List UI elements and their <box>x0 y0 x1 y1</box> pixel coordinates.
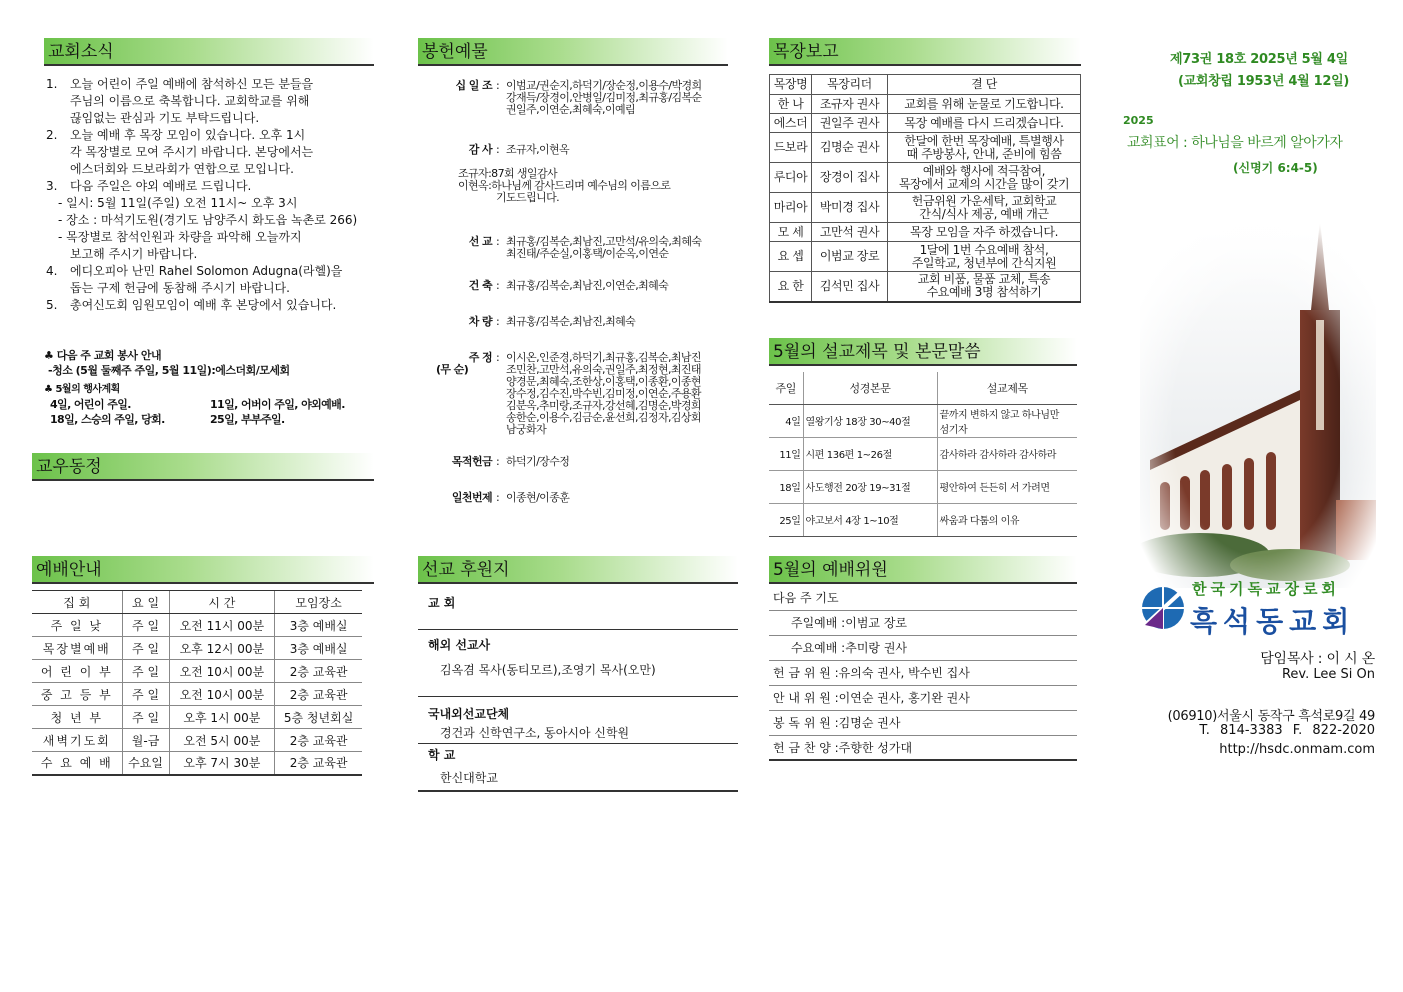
mokjang-name: 루디아 <box>770 163 812 193</box>
mokjang-resolution <box>888 272 1081 302</box>
sermon-passage: 시편 136편 1~26절 <box>803 437 937 470</box>
sermon-week: 18일 <box>769 470 803 503</box>
offering-row <box>418 316 728 328</box>
staff-value: 이연순 권사, 홍기완 권사 <box>838 691 970 705</box>
event-cell: 25일, 부부주일. <box>210 413 285 426</box>
staff-value: 김명순 권사 <box>838 716 901 730</box>
news-item <box>46 297 374 314</box>
news-line <box>46 195 374 212</box>
website-link[interactable]: http://hsdc.onmam.com <box>1219 742 1375 757</box>
worship-cell: 2층 교육관 <box>275 729 362 752</box>
mokjang-resolution-line: 예배와 행사에 적극참여, <box>922 163 1046 178</box>
mokjang-name: 드보라 <box>770 133 812 163</box>
offering-line: 김분옥,추미랑,조규자,강선혜,김명순,박경희 <box>506 399 701 412</box>
table-row <box>769 404 1077 437</box>
mokjang-leader: 조규자 권사 <box>812 95 888 114</box>
issue-line: 제73권 18호 2025년 5월 4일 <box>1170 52 1348 67</box>
staff-label: 수요예배 : <box>791 641 846 655</box>
mokjang-title: 목장보고 <box>769 38 1081 66</box>
sermon-header: 설교제목 <box>937 372 1077 404</box>
news-text: 오늘 예배 후 목장 모임이 있습니다. 오후 1시 <box>70 128 306 142</box>
mokjang-resolution-line: 목장에서 교제의 시간을 많이 갖기 <box>898 176 1070 191</box>
mokjang-leader: 김명순 권사 <box>812 133 888 163</box>
news-text: 다음 주일은 야외 예배로 드립니다. <box>70 179 252 193</box>
news-line <box>46 161 374 178</box>
offering-line: 최진태/주순실,이홍택/이순옥,이연순 <box>506 247 669 260</box>
mokjang-leader: 권일주 권사 <box>812 114 888 133</box>
offering-list <box>418 80 728 504</box>
alumni-section <box>32 453 374 481</box>
offering-line: 장수정,김수진,박수빈,김미정,이연순,주용환 <box>506 387 701 400</box>
pastor-en: Rev. Lee Si On <box>1281 667 1375 682</box>
offering-line: 권일주,이연순,최혜숙,이예림 <box>506 103 636 116</box>
column-1 <box>44 38 374 427</box>
table-row <box>32 729 362 752</box>
offering-label <box>418 280 496 292</box>
sermon-week: 11일 <box>769 437 803 470</box>
offering-line: 조민찬,고만석,유의숙,권일주,최정현,최진태 <box>506 363 701 376</box>
staff-title: 5월의 예배위원 <box>769 556 1077 584</box>
table-row <box>770 193 1081 223</box>
mokjang-name: 요 한 <box>770 272 812 302</box>
mokjang-resolution-line: 간식/식사 제공, 예배 개근 <box>919 206 1049 221</box>
sermon-topic-line: 평안하여 든든히 서 가려면 <box>939 483 1050 494</box>
table-row <box>769 503 1077 536</box>
sermon-section <box>769 338 1077 537</box>
sermon-table <box>769 372 1077 537</box>
phone-fax: T. 814-3383 F. 822-2020 <box>1199 723 1375 738</box>
offering-colon: : <box>496 491 500 504</box>
news-text: - 장소 : 마석기도원(경기도 남양주시 화도읍 녹촌로 266) <box>58 213 358 227</box>
worship-header: 시 간 <box>169 591 275 614</box>
staff-value: 주향한 성가대 <box>838 741 913 755</box>
sermon-topic-line: 섬기자 <box>939 424 968 436</box>
event-cell: 4일, 어린이 주일. <box>50 398 131 411</box>
mokjang-name: 한 나 <box>770 95 812 114</box>
news-text: 주님의 이름으로 축복합니다. 교회학교를 위해 <box>70 94 310 108</box>
offering-colon: : <box>496 79 500 92</box>
staff-section <box>769 556 1077 761</box>
sermon-title: 5월의 설교제목 및 본문말씀 <box>769 338 1077 366</box>
table-row <box>770 223 1081 242</box>
table-row <box>769 470 1077 503</box>
sermon-topic <box>937 503 1077 536</box>
offering-colon: : <box>496 315 500 328</box>
news-text: - 목장별로 참석인원과 차량을 파악해 오늘까지 <box>58 230 302 244</box>
staff-row <box>769 661 1077 686</box>
worship-cell: 5층 청년회실 <box>275 706 362 729</box>
offering-line: 최규홍/김복순,최남진,이연순,최혜숙 <box>506 279 669 292</box>
service-line: -청소 (5월 둘째주 주일, 5월 11일):에스더회/모세회 <box>48 364 290 377</box>
offering-row <box>418 492 728 504</box>
church-name: 흑석동교회 <box>1190 605 1356 638</box>
events-head: ♣ 5월의 행사계획 <box>44 384 120 395</box>
offering-line: 조규자,이현옥 <box>506 143 570 156</box>
event-cell: 18일, 스승의 주일, 당회. <box>50 413 165 426</box>
mission-domestic-head: 국내외선교단체 <box>428 707 510 721</box>
table-row <box>770 133 1081 163</box>
mokjang-resolution-line: 1달에 1번 수요예배 참석, <box>919 242 1049 257</box>
offering-label-text: 건 축 <box>468 279 492 292</box>
worship-section <box>32 556 362 776</box>
news-line <box>46 246 374 263</box>
worship-cell: 목장별예배 <box>32 637 122 660</box>
news-item <box>46 178 374 195</box>
sermon-topic <box>937 437 1077 470</box>
event-cell: 11일, 어버이 주일, 야외예배. <box>210 398 345 411</box>
mokjang-resolution-line: 수요예배 3명 참석하기 <box>926 285 1042 300</box>
church-building-picture <box>1140 220 1376 588</box>
mokjang-resolution-line: 교회를 위해 눈물로 기도합니다. <box>904 96 1064 111</box>
gamsa-note-line: 이현옥:하나님께 감사드리며 예수님의 이름으로 <box>458 179 671 192</box>
worship-header: 집 회 <box>32 591 122 614</box>
worship-cell: 2층 교육관 <box>275 683 362 706</box>
news-list <box>44 76 374 314</box>
offering-label-text: 감 사 <box>468 143 492 156</box>
mokjang-leader: 고만석 권사 <box>812 223 888 242</box>
offering-row <box>418 236 728 260</box>
staff-label: 안 내 위 원 : <box>773 691 839 705</box>
denomination-name: 한국기독교장로회 <box>1192 580 1340 598</box>
news-number: 4. <box>46 264 58 278</box>
mokjang-resolution-line: 주일학교, 청년부에 간식지원 <box>911 255 1057 270</box>
mokjang-resolution <box>888 95 1081 114</box>
offering-line: 최규홍/김복순,최남진,최혜숙 <box>506 315 636 328</box>
worship-cell: 어 린 이 부 <box>32 660 122 683</box>
offering-label-note: (무 순) <box>436 363 469 376</box>
offering-line: 이종현/이종훈 <box>506 491 570 504</box>
mission-body <box>418 594 738 792</box>
news-line <box>46 212 374 229</box>
sermon-passage: 사도행전 20장 19~31절 <box>803 470 937 503</box>
sermon-header: 성경본문 <box>803 372 937 404</box>
mokjang-resolution-line: 때 주방봉사, 안내, 준비에 힘씀 <box>906 146 1062 161</box>
worship-cell: 2층 교육관 <box>275 660 362 683</box>
staff-row <box>769 586 1077 611</box>
column-3 <box>769 38 1081 303</box>
mokjang-name: 에스더 <box>770 114 812 133</box>
mokjang-resolution-line: 한달에 한번 목장예배, 특별행사 <box>904 133 1064 148</box>
mokjang-resolution <box>888 193 1081 223</box>
offering-names <box>506 456 728 468</box>
staff-row <box>769 686 1077 711</box>
worship-cell: 주 일 <box>122 683 169 706</box>
news-text: 끊임없는 관심과 기도 부탁드립니다. <box>70 111 260 125</box>
table-row <box>32 752 362 775</box>
table-row <box>32 637 362 660</box>
mokjang-header: 목장명 <box>770 75 812 95</box>
news-line <box>46 229 374 246</box>
mokjang-name: 마리아 <box>770 193 812 223</box>
news-line <box>46 280 374 297</box>
worship-cell: 수 요 예 배 <box>32 752 122 775</box>
worship-cell: 오후 1시 00분 <box>169 706 275 729</box>
offering-row <box>418 280 728 292</box>
pastor-name: 담임목사 : 이 시 온 <box>1260 651 1375 667</box>
mission-overseas-body: 김옥겸 목사(동티모르),조영기 목사(오만) <box>418 653 738 697</box>
news-text: - 일시: 5월 11일(주일) 오전 11시~ 오후 3시 <box>58 196 298 210</box>
offering-label <box>418 144 496 156</box>
sermon-topic <box>937 404 1077 437</box>
mokjang-leader: 장경이 집사 <box>812 163 888 193</box>
offering-line: 양경문,최혜숙,조한상,이홍택,이종환,이종현 <box>506 375 701 388</box>
mission-school-body: 한신대학교 <box>418 763 738 792</box>
offering-row <box>418 144 728 156</box>
mission-title: 선교 후원지 <box>418 556 738 584</box>
offering-names <box>506 280 728 292</box>
table-row <box>770 272 1081 302</box>
gamsa-note <box>418 168 728 204</box>
mokjang-resolution <box>888 133 1081 163</box>
news-text: 에스더회와 드보라회가 연합으로 모입니다. <box>70 162 294 176</box>
service-head: ♣ 다음 주 교회 봉사 안내 <box>44 349 162 362</box>
mission-section <box>418 556 738 792</box>
offering-row <box>418 80 728 116</box>
mokjang-resolution <box>888 223 1081 242</box>
news-item <box>46 212 374 229</box>
sermon-topic-line: 감사하라 감사하라 감사하라 <box>939 450 1057 461</box>
worship-cell: 오후 12시 00분 <box>169 637 275 660</box>
staff-value: 이범교 장로 <box>845 616 908 630</box>
worship-title: 예배안내 <box>32 556 374 584</box>
offering-row <box>418 352 728 436</box>
worship-cell: 오전 5시 00분 <box>169 729 275 752</box>
news-item <box>46 195 374 212</box>
staff-value: 유의숙 권사, 박수빈 집사 <box>838 666 970 680</box>
worship-table <box>32 590 362 776</box>
offering-title: 봉헌예물 <box>418 38 728 66</box>
address: (06910)서울시 동작구 흑석로9길 49 <box>1167 709 1375 724</box>
mokjang-resolution <box>888 163 1081 193</box>
sermon-passage: 열왕기상 18장 30~40절 <box>803 404 937 437</box>
staff-row <box>769 736 1077 761</box>
news-number: 1. <box>46 77 58 91</box>
worship-cell: 주 일 <box>122 706 169 729</box>
offering-names <box>506 316 728 328</box>
offering-label <box>418 456 496 468</box>
worship-header: 요 일 <box>122 591 169 614</box>
offering-colon: : <box>496 279 500 292</box>
news-number: 2. <box>46 128 58 142</box>
staff-label: 헌 금 찬 양 : <box>773 741 839 755</box>
church-logo-icon <box>1140 585 1186 631</box>
worship-cell: 중 고 등 부 <box>32 683 122 706</box>
table-row <box>770 95 1081 114</box>
offering-names <box>506 492 728 504</box>
mission-school-head: 학 교 <box>428 748 456 762</box>
worship-header: 모임장소 <box>275 591 362 614</box>
table-row <box>770 242 1081 272</box>
news-text: 에디오피아 난민 Rahel Solomon Adugna(라헬)을 <box>70 264 343 278</box>
mokjang-header: 목장리더 <box>812 75 888 95</box>
mokjang-header: 결 단 <box>888 75 1081 95</box>
offering-line: 이범교/권순지,하덕기/장순정,이용수/박경희 <box>506 79 702 92</box>
table-row <box>770 114 1081 133</box>
founded-line: (교회창립 1953년 4월 12일) <box>1178 74 1349 89</box>
news-line <box>46 110 374 127</box>
table-row <box>32 614 362 637</box>
offering-line: 강재득/장경이,안병일/김미정,최규홍/김복순 <box>506 91 702 104</box>
offering-line: 이시온,인준경,하덕기,최규홍,김복순,최남진 <box>506 351 701 364</box>
mission-overseas-head: 해외 선교사 <box>428 638 491 652</box>
offering-label <box>418 352 496 436</box>
news-item <box>46 263 374 297</box>
offering-names <box>506 236 728 260</box>
news-text: 돕는 구제 헌금에 동참해 주시기 바랍니다. <box>70 281 290 295</box>
events-table <box>50 397 370 427</box>
news-title: 교회소식 <box>44 38 374 66</box>
offering-label-text: 목적헌금 <box>451 455 492 468</box>
staff-value: 추미랑 권사 <box>845 641 908 655</box>
staff-row <box>769 611 1077 636</box>
news-line <box>46 263 374 280</box>
table-row <box>770 163 1081 193</box>
news-line <box>46 297 374 314</box>
offering-line: 남궁화자 <box>506 423 547 436</box>
staff-label: 헌 금 위 원 : <box>773 666 839 680</box>
worship-cell: 오전 11시 00분 <box>169 614 275 637</box>
news-line <box>46 144 374 161</box>
sermon-topic-line: 끝까지 변하지 않고 하나님만 <box>939 409 1059 421</box>
mokjang-name: 모 세 <box>770 223 812 242</box>
news-line <box>46 93 374 110</box>
column-2 <box>418 38 728 504</box>
mission-domestic-body: 경건과 신학연구소, 동아시아 신학원 <box>418 722 738 744</box>
gamsa-note-line: 조규자:87회 생일감사 <box>458 167 558 180</box>
offering-line: 하덕기/장수정 <box>506 455 570 468</box>
mokjang-table <box>769 74 1081 303</box>
offering-label-text: 선 교 <box>468 235 492 248</box>
motto-verse: (신명기 6:4-5) <box>1233 161 1318 175</box>
sermon-week: 4일 <box>769 404 803 437</box>
offering-names <box>506 80 728 116</box>
worship-cell: 청 년 부 <box>32 706 122 729</box>
offering-colon: : <box>496 455 500 468</box>
offering-line: 최규홍/김복순,최남진,고만석/유의숙,최혜숙 <box>506 235 702 248</box>
staff-label: 주일예배 : <box>791 616 846 630</box>
sermon-week: 25일 <box>769 503 803 536</box>
staff-row <box>769 711 1077 736</box>
worship-cell: 주 일 <box>122 660 169 683</box>
news-text: 각 목장별로 모여 주시기 바랍니다. 본당에서는 <box>70 145 314 159</box>
service-notice <box>44 348 374 378</box>
worship-cell: 새벽기도회 <box>32 729 122 752</box>
worship-cell: 2층 교육관 <box>275 752 362 775</box>
staff-label: 다음 주 기도 <box>773 591 839 605</box>
staff-row <box>769 636 1077 661</box>
sermon-passage: 야고보서 4장 1~10절 <box>803 503 937 536</box>
worship-cell: 수요일 <box>122 752 169 775</box>
gamsa-note-line: 기도드립니다. <box>496 191 560 204</box>
offering-row <box>418 456 728 468</box>
worship-cell: 주 일 <box>122 614 169 637</box>
mission-church-head: 교 회 <box>418 594 738 630</box>
mokjang-resolution-line: 목장 예배를 다시 드리겠습니다. <box>904 115 1064 130</box>
offering-label <box>418 316 496 328</box>
news-item <box>46 76 374 127</box>
mokjang-resolution-line: 헌금위원 가운세탁, 교회학교 <box>911 193 1057 208</box>
mokjang-resolution <box>888 114 1081 133</box>
news-text: 보고해 주시기 바랍니다. <box>70 247 198 261</box>
news-line <box>46 178 374 195</box>
offering-names <box>506 144 728 156</box>
alumni-title: 교우동정 <box>32 453 374 481</box>
table-row <box>769 437 1077 470</box>
offering-label-text: 십 일 조 <box>455 79 492 92</box>
mokjang-name: 요 셉 <box>770 242 812 272</box>
worship-cell: 주 일 <box>122 637 169 660</box>
motto: 교회표어 : 하나님을 바르게 알아가자 <box>1127 135 1343 151</box>
news-number: 3. <box>46 179 58 193</box>
offering-label-text: 주 정 <box>468 351 492 364</box>
year-label: 2025 <box>1123 114 1154 127</box>
mokjang-resolution <box>888 242 1081 272</box>
news-text: 총여신도회 임원모임이 예배 후 본당에서 있습니다. <box>70 298 337 312</box>
table-row <box>32 660 362 683</box>
worship-cell: 오전 10시 00분 <box>169 660 275 683</box>
worship-cell: 3층 예배실 <box>275 614 362 637</box>
table-row <box>32 683 362 706</box>
worship-cell: 오후 7시 30분 <box>169 752 275 775</box>
mokjang-leader: 이범교 장로 <box>812 242 888 272</box>
offering-label <box>418 80 496 116</box>
worship-cell: 월-금 <box>122 729 169 752</box>
offering-names <box>506 352 728 436</box>
news-item <box>46 229 374 263</box>
staff-label: 봉 독 위 원 : <box>773 716 839 730</box>
news-line <box>46 127 374 144</box>
offering-label <box>418 236 496 260</box>
events-notice <box>44 382 374 427</box>
mokjang-leader: 박미경 집사 <box>812 193 888 223</box>
sermon-topic <box>937 470 1077 503</box>
mokjang-resolution-line: 목장 모임을 자주 하겠습니다. <box>910 224 1058 239</box>
news-text: 오늘 어린이 주일 예배에 참석하신 모든 분들을 <box>70 77 314 91</box>
staff-list <box>769 586 1077 761</box>
table-row <box>32 706 362 729</box>
worship-cell: 오전 10시 00분 <box>169 683 275 706</box>
offering-colon: : <box>496 351 500 364</box>
offering-label-text: 차 량 <box>468 315 492 328</box>
offering-label <box>418 492 496 504</box>
offering-colon: : <box>496 235 500 248</box>
offering-line: 송한순,이용수,김금순,윤선희,김정자,김상회 <box>506 411 701 424</box>
news-line <box>46 76 374 93</box>
mokjang-resolution-line: 교회 비품, 물품 교체, 특송 <box>917 272 1051 287</box>
mokjang-leader: 김석민 집사 <box>812 272 888 302</box>
news-number: 5. <box>46 298 58 312</box>
worship-cell: 주 일 낮 <box>32 614 122 637</box>
offering-label-text: 일천번제 <box>451 491 492 504</box>
worship-cell: 3층 예배실 <box>275 637 362 660</box>
offering-colon: : <box>496 143 500 156</box>
news-item <box>46 127 374 178</box>
sermon-header: 주일 <box>769 372 803 404</box>
sermon-topic-line: 싸움과 다툼의 이유 <box>939 516 1020 527</box>
